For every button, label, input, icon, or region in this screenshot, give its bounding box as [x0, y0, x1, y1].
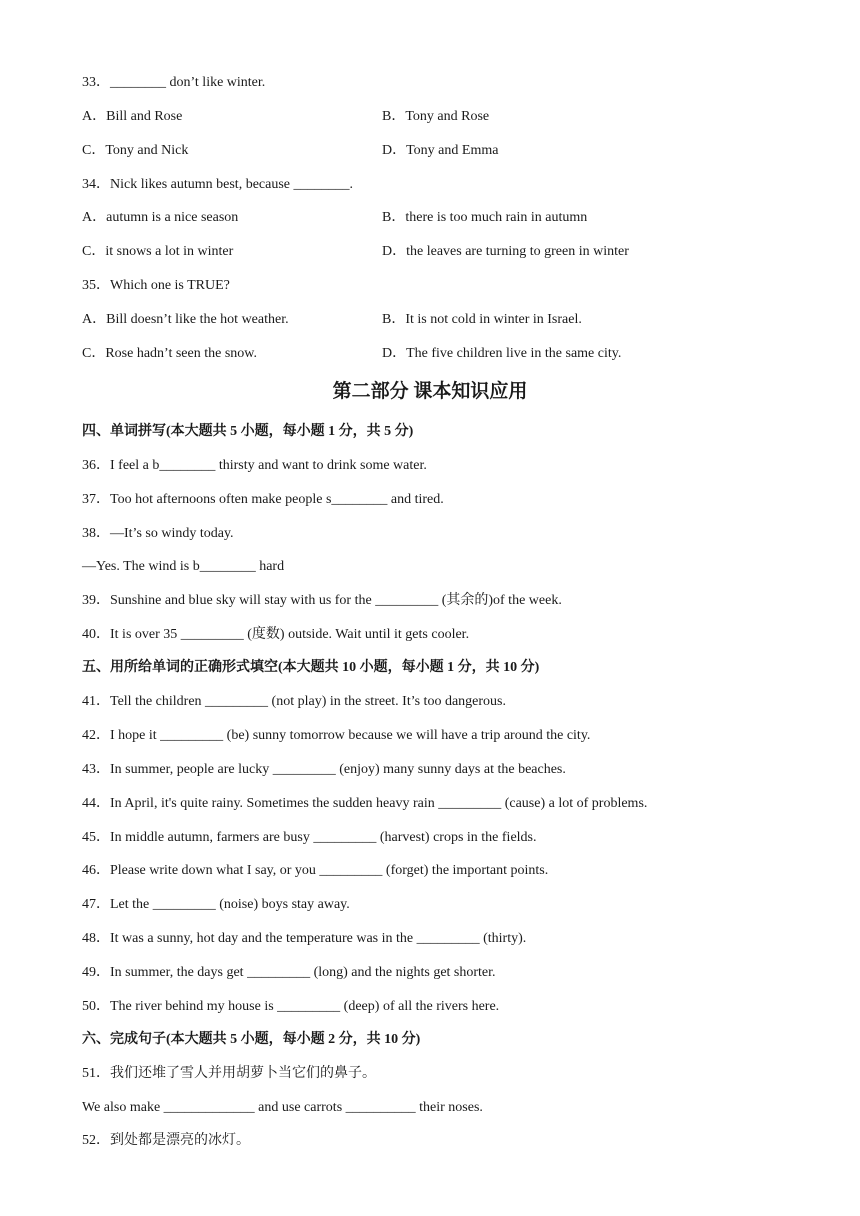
part-two-title: 第二部分 课本知识应用 [332, 381, 528, 402]
question-35: 35．Which one is TRUE? [82, 278, 230, 293]
question-34: 34．Nick likes autumn best, because ________. [82, 177, 354, 192]
question-40: 40．It is over 35 _________ (度数) outside. Wait until it gets cooler. [82, 627, 470, 642]
question-39: 39．Sunshine and blue sky will stay with us for the _________ (其余的)of the week. [82, 593, 562, 608]
question-43: 43．In summer, people are lucky _________ (enjoy) many sunny days at the beaches. [82, 762, 566, 777]
question-33-option-a: A．Bill and Rose [82, 109, 183, 124]
question-35-option-a: A．Bill doesn’t like the hot weather. [82, 312, 289, 327]
question-33-option-d: D．Tony and Emma [382, 143, 499, 158]
question-42: 42．I hope it _________ (be) sunny tomorrow because we will have a trip around the city. [82, 728, 591, 743]
question-35-option-c: C．Rose hadn’t seen the snow. [82, 346, 257, 361]
question-49: 49．In summer, the days get _________ (long) and the nights get shorter. [82, 965, 496, 980]
question-37: 37．Too hot afternoons often make people s________ and tired. [82, 492, 444, 507]
question-38-reply: —Yes. The wind is b________ hard [82, 559, 285, 574]
question-47: 47．Let the _________ (noise) boys stay away. [82, 897, 350, 912]
question-51-chinese: 51．我们还堆了雪人并用胡萝卜当它们的鼻子。 [82, 1066, 376, 1081]
question-38-prompt: 38．—It’s so windy today. [82, 526, 234, 541]
question-46: 46．Please write down what I say, or you _________ (forget) the important points. [82, 863, 549, 878]
question-34-option-b: B．there is too much rain in autumn [382, 210, 588, 225]
question-34-option-a: A．autumn is a nice season [82, 210, 239, 225]
section-4-heading: 四、单词拼写(本大题共 5 小题，每小题 1 分，共 5 分) [82, 424, 414, 439]
question-33: 33．________ don’t like winter. [82, 75, 266, 90]
question-35-option-b: B．It is not cold in winter in Israel. [382, 312, 582, 327]
question-50: 50．The river behind my house is _________ (deep) of all the rivers here. [82, 999, 500, 1014]
section-6-heading: 六、完成句子(本大题共 5 小题，每小题 2 分，共 10 分) [82, 1032, 421, 1047]
question-44: 44．In April, it's quite rainy. Sometimes the sudden heavy rain _________ (cause) a lot of problems. [82, 796, 648, 811]
question-48: 48．It was a sunny, hot day and the temperature was in the _________ (thirty). [82, 931, 527, 946]
question-51-english: We also make _____________ and use carrots __________ their noses. [82, 1100, 483, 1115]
question-34-option-c: C．it snows a lot in winter [82, 244, 234, 259]
question-36: 36．I feel a b________ thirsty and want to drink some water. [82, 458, 427, 473]
question-41: 41．Tell the children _________ (not play) in the street. It’s too dangerous. [82, 694, 506, 709]
question-52-chinese: 52．到处都是漂亮的冰灯。 [82, 1133, 250, 1148]
question-45: 45．In middle autumn, farmers are busy _________ (harvest) crops in the fields. [82, 830, 537, 845]
question-35-option-d: D．The five children live in the same city. [382, 346, 622, 361]
section-5-heading: 五、用所给单词的正确形式填空(本大题共 10 小题，每小题 1 分，共 10 分) [82, 660, 540, 675]
question-34-option-d: D．the leaves are turning to green in winter [382, 244, 629, 259]
question-33-option-b: B．Tony and Rose [382, 109, 490, 124]
question-33-option-c: C．Tony and Nick [82, 143, 189, 158]
